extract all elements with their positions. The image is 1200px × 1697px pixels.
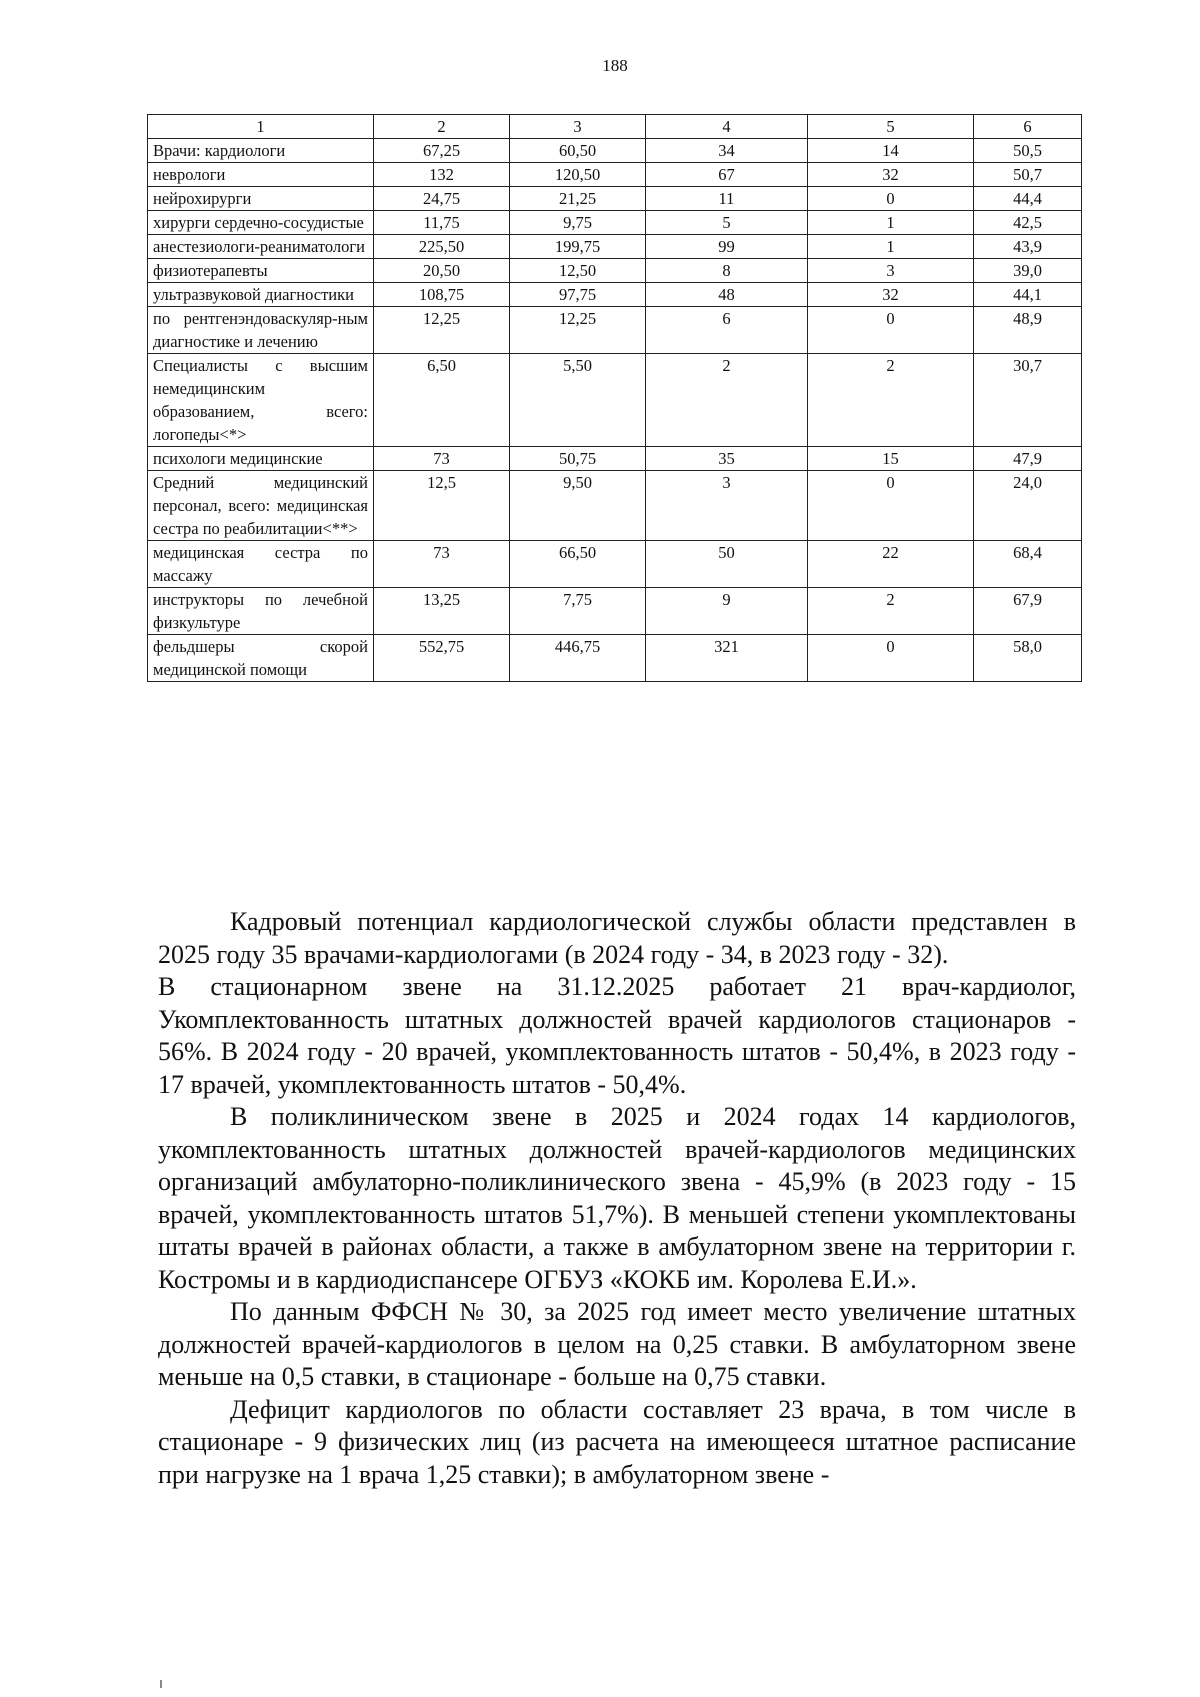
table-row <box>148 259 1082 283</box>
table-cell: 20,50 <box>374 259 510 283</box>
row-name: Специалисты с высшим немедицинским образованием, всего: логопеды<*> <box>148 354 374 447</box>
table-cell: 0 <box>808 471 974 541</box>
table-cell: 47,9 <box>974 447 1082 471</box>
table-cell: 3 <box>646 471 808 541</box>
table-cell: 446,75 <box>510 635 646 682</box>
table-row <box>148 588 1082 635</box>
row-name: ультразвуковой диагностики <box>148 283 374 307</box>
paragraph: В поликлиническом звене в 2025 и 2024 годах 14 кардиологов, укомплектованность штатных должностей врачей-кардиологов медицинских организаций амбулаторно-поликлинического звена - 45,9% (в 2023 году - 15 врачей, укомплектованность штатов 51,7%). В меньшей степени укомплектованы штаты врачей в районах области, а также в амбулаторном звене на территории г. Костромы и в кардиодиспансере ОГБУЗ «КОКБ им. Королева Е.И.». <box>158 1102 1076 1294</box>
table-cell: 225,50 <box>374 235 510 259</box>
table-cell: 6,50 <box>374 354 510 447</box>
table-cell: 552,75 <box>374 635 510 682</box>
row-name: неврологи <box>148 163 374 187</box>
row-name: по рентгенэндоваскуляр-ным диагностике и лечению <box>148 307 374 354</box>
table-cell: 66,50 <box>510 541 646 588</box>
table-cell: 39,0 <box>974 259 1082 283</box>
table-cell: 120,50 <box>510 163 646 187</box>
table-cell: 32 <box>808 163 974 187</box>
table-cell: 12,25 <box>510 307 646 354</box>
table-cell: 44,4 <box>974 187 1082 211</box>
scan-mark <box>160 1680 162 1688</box>
row-name: физиотерапевты <box>148 259 374 283</box>
row-name: Средний медицинский персонал, всего: медицинская сестра по реабилитации<**> <box>148 471 374 541</box>
column-header: 3 <box>510 115 646 139</box>
table-cell: 60,50 <box>510 139 646 163</box>
table-cell: 30,7 <box>974 354 1082 447</box>
table-cell: 11,75 <box>374 211 510 235</box>
table-cell: 67,9 <box>974 588 1082 635</box>
table-cell: 0 <box>808 307 974 354</box>
paragraph: Дефицит кардиологов по области составляет 23 врача, в том числе в стационаре - 9 физических лиц (из расчета на имеющееся штатное расписание при нагрузке на 1 врача 1,25 ставки); в амбулаторном звене - <box>158 1394 1076 1489</box>
table-cell: 99 <box>646 235 808 259</box>
column-header: 4 <box>646 115 808 139</box>
column-header: 6 <box>974 115 1082 139</box>
column-header: 5 <box>808 115 974 139</box>
table-cell: 0 <box>808 635 974 682</box>
table-cell: 8 <box>646 259 808 283</box>
table-cell: 67,25 <box>374 139 510 163</box>
staffing-table <box>147 114 1082 682</box>
table-row <box>148 163 1082 187</box>
table-cell: 2 <box>808 588 974 635</box>
table-cell: 48 <box>646 283 808 307</box>
table-cell: 5,50 <box>510 354 646 447</box>
table-cell: 14 <box>808 139 974 163</box>
column-header: 2 <box>374 115 510 139</box>
table-cell: 32 <box>808 283 974 307</box>
table-row <box>148 187 1082 211</box>
table-cell: 199,75 <box>510 235 646 259</box>
table-cell: 321 <box>646 635 808 682</box>
table-cell: 1 <box>808 235 974 259</box>
table-cell: 44,1 <box>974 283 1082 307</box>
table-cell: 3 <box>808 259 974 283</box>
table-cell: 1 <box>808 211 974 235</box>
table-cell: 15 <box>808 447 974 471</box>
table-cell: 9,50 <box>510 471 646 541</box>
table-cell: 50,75 <box>510 447 646 471</box>
table-cell: 9 <box>646 588 808 635</box>
table-cell: 67 <box>646 163 808 187</box>
table-row <box>148 235 1082 259</box>
table-cell: 43,9 <box>974 235 1082 259</box>
row-name: фельдшеры скорой медицинской помощи <box>148 635 374 682</box>
table-cell: 13,25 <box>374 588 510 635</box>
paragraph: По данным ФФСН № 30, за 2025 год имеет место увеличение штатных должностей врачей-кардиологов в целом на 0,25 ставки. В амбулаторном звене меньше на 0,5 ставки, в стационаре - больше на 0,75 ставки. <box>158 1297 1076 1391</box>
table-cell: 50,7 <box>974 163 1082 187</box>
table-cell: 5 <box>646 211 808 235</box>
table-cell: 35 <box>646 447 808 471</box>
table-cell: 2 <box>646 354 808 447</box>
table-cell: 48,9 <box>974 307 1082 354</box>
row-name: психологи медицинские <box>148 447 374 471</box>
table-row <box>148 447 1082 471</box>
table-row <box>148 283 1082 307</box>
table-cell: 0 <box>808 187 974 211</box>
page-number: 188 <box>602 56 628 75</box>
table-cell: 11 <box>646 187 808 211</box>
table-row <box>148 139 1082 163</box>
table-cell: 34 <box>646 139 808 163</box>
table-cell: 132 <box>374 163 510 187</box>
paragraph: В стационарном звене на 31.12.2025 работает 21 врач-кардиолог, Укомплектованность штатных должностей врачей кардиологов стационаров - 56%. В 2024 году - 20 врачей, укомплектованность штатов - 50,4%, в 2023 году - 17 врачей, укомплектованность штатов - 50,4%. <box>158 972 1076 1099</box>
table-cell: 73 <box>374 541 510 588</box>
table-cell: 2 <box>808 354 974 447</box>
table-row <box>148 541 1082 588</box>
table-cell: 12,5 <box>374 471 510 541</box>
table-row <box>148 211 1082 235</box>
table-cell: 21,25 <box>510 187 646 211</box>
table-cell: 97,75 <box>510 283 646 307</box>
table-cell: 7,75 <box>510 588 646 635</box>
table-cell: 9,75 <box>510 211 646 235</box>
column-header: 1 <box>148 115 374 139</box>
table-row <box>148 307 1082 354</box>
row-name: медицинская сестра по массажу <box>148 541 374 588</box>
table-header-row <box>148 115 1082 139</box>
row-name: инструкторы по лечебной физкультуре <box>148 588 374 635</box>
row-name: Врачи: кардиологи <box>148 139 374 163</box>
table-row <box>148 635 1082 682</box>
table-body <box>148 139 1082 682</box>
table-cell: 50,5 <box>974 139 1082 163</box>
table-cell: 22 <box>808 541 974 588</box>
table-cell: 42,5 <box>974 211 1082 235</box>
table-cell: 73 <box>374 447 510 471</box>
table-cell: 12,50 <box>510 259 646 283</box>
table-row <box>148 471 1082 541</box>
table-cell: 12,25 <box>374 307 510 354</box>
table-cell: 24,75 <box>374 187 510 211</box>
row-name: нейрохирурги <box>148 187 374 211</box>
table-cell: 6 <box>646 307 808 354</box>
table-cell: 68,4 <box>974 541 1082 588</box>
table-cell: 58,0 <box>974 635 1082 682</box>
table-cell: 50 <box>646 541 808 588</box>
table-cell: 24,0 <box>974 471 1082 541</box>
paragraph: Кадровый потенциал кардиологической службы области представлен в 2025 году 35 врачами-кардиологами (в 2024 году - 34, в 2023 году - 32). <box>158 907 1076 969</box>
table-cell: 108,75 <box>374 283 510 307</box>
table-row <box>148 354 1082 447</box>
row-name: хирурги сердечно-сосудистые <box>148 211 374 235</box>
body-text <box>158 906 1076 1491</box>
row-name: анестезиологи-реаниматологи <box>148 235 374 259</box>
